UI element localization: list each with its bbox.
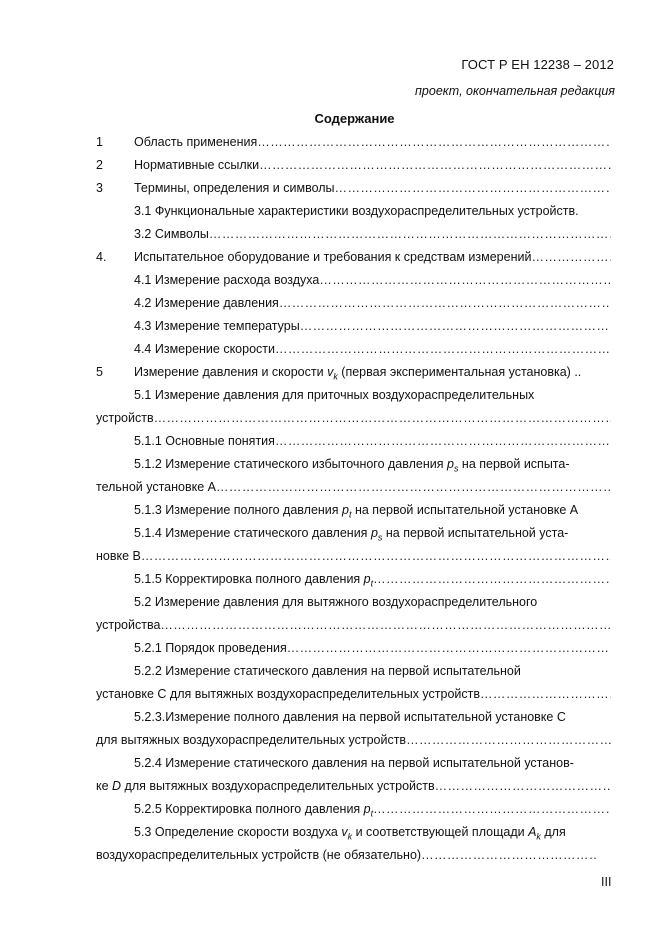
toc-text: Испытательное оборудование и требования к средствам измерений: [134, 250, 532, 264]
toc-entry-4[interactable]: [96, 249, 611, 265]
toc-entry-5-2-4-cont[interactable]: [96, 778, 611, 794]
toc-entry-5-1-2[interactable]: [96, 456, 611, 472]
toc-text: 5.1.3 Измерение полного давления $p_t$ на первой испытательной установке А: [134, 503, 579, 518]
toc-entry-5-2-3-cont[interactable]: [96, 732, 611, 748]
toc-entry-5-1[interactable]: [96, 387, 611, 403]
toc-text: Термины, определения и символы: [134, 181, 335, 195]
toc-text: Область применения: [134, 135, 258, 149]
toc-leader: [141, 548, 611, 564]
toc-text: 5.2.3.Измерение полного давления на первой испытательной установке С: [134, 710, 566, 724]
toc-entry-5-2-1[interactable]: [96, 640, 611, 656]
toc-entry-5-2-4[interactable]: [96, 755, 611, 771]
toc-entry-5-2-5[interactable]: [96, 801, 611, 817]
toc-entry-5-1-5[interactable]: [96, 571, 611, 587]
toc-entry-5-2-cont[interactable]: [96, 617, 611, 633]
toc-text: 5.2.5 Корректировка полного давления $p_t$: [134, 802, 374, 817]
toc-leader: [373, 571, 611, 587]
toc-text: 5.2.2 Измерение статического давления на первой испытательной: [134, 664, 521, 678]
toc-entry-5-1-cont[interactable]: [96, 410, 611, 426]
toc-number: 1: [96, 135, 103, 149]
toc-entry-2[interactable]: [96, 157, 611, 173]
toc-entry-5-1-4[interactable]: [96, 525, 611, 541]
toc-leader: [209, 226, 611, 242]
toc-entry-5-2-2[interactable]: [96, 663, 611, 679]
toc-leader: [279, 295, 611, 311]
toc-entry-5-1-3[interactable]: [96, 502, 611, 518]
toc-entry-4-2[interactable]: [96, 295, 611, 311]
toc-leader: [373, 801, 611, 817]
toc-text: устройств: [96, 411, 154, 425]
toc-entry-1[interactable]: [96, 134, 611, 150]
toc-entry-5-3-cont[interactable]: [96, 847, 596, 863]
toc-text: 5.1.1 Основные понятия: [134, 434, 275, 448]
toc-text: 4.2 Измерение давления: [134, 296, 279, 310]
toc-text: ке D для вытяжных воздухораспределительных устройств: [96, 779, 435, 793]
toc-title: Содержание: [314, 111, 395, 126]
toc-entry-5[interactable]: [96, 364, 611, 380]
toc-text: установке С для вытяжных воздухораспределительных устройств: [96, 687, 481, 701]
toc-text: 3.2 Символы: [134, 227, 209, 241]
toc-leader: [257, 134, 611, 150]
toc-text: Измерение давления и скорости $v_k$ (первая экспериментальная установка) ..: [134, 365, 582, 380]
toc-text: 5.1.5 Корректировка полного давления $p_t$: [134, 572, 374, 587]
toc-text: 5.1.2 Измерение статического избыточного давления $p_s$ на первой испыта-: [134, 457, 570, 472]
toc-entry-5-3[interactable]: [96, 824, 611, 840]
toc-entry-5-1-4-cont[interactable]: [96, 548, 611, 564]
toc-leader: [259, 157, 611, 173]
toc-entry-5-1-2-cont[interactable]: [96, 479, 611, 495]
toc-entry-3[interactable]: [96, 180, 611, 196]
toc-entry-3-2[interactable]: [96, 226, 611, 242]
toc-leader: [300, 318, 611, 334]
toc-text: 4.4 Измерение скорости: [134, 342, 275, 356]
draft-status: проект, окончательная редакция: [415, 84, 615, 98]
toc-leader: [216, 479, 611, 495]
toc-text: 4.3 Измерение температуры: [134, 319, 300, 333]
toc-text: тельной установке А: [96, 480, 217, 494]
toc-entry-4-3[interactable]: [96, 318, 611, 334]
toc-leader: [275, 341, 611, 357]
toc-entry-5-2-2-cont[interactable]: [96, 686, 611, 702]
toc-text: устройства: [96, 618, 161, 632]
toc-leader: [275, 433, 611, 449]
toc-leader: [335, 180, 611, 196]
toc-text: 5.1.4 Измерение статического давления $p_s$ на первой испытательной уста-: [134, 526, 569, 541]
toc-leader: [154, 410, 611, 426]
toc-text: для вытяжных воздухораспределительных устройств: [96, 733, 407, 747]
toc-number: 4.: [96, 250, 107, 264]
toc-text: воздухораспределительных устройств (не обязательно): [96, 848, 422, 862]
toc-leader: [319, 272, 611, 288]
toc-number: 5: [96, 365, 103, 379]
toc-leader: [287, 640, 611, 656]
toc-text: 5.3 Определение скорости воздуха $v_k$ и соответствующей площади $A_k$ для: [134, 825, 566, 840]
toc-number: 3: [96, 181, 103, 195]
toc-leader: [406, 732, 611, 748]
toc-text: 5.1 Измерение давления для приточных воздухораспределительных: [134, 388, 535, 402]
toc-leader: [531, 249, 611, 265]
toc-text: 5.2.1 Порядок проведения: [134, 641, 287, 655]
toc-entry-4-1[interactable]: [96, 272, 611, 288]
toc-text: Нормативные ссылки: [134, 158, 260, 172]
toc-text: 3.1 Функциональные характеристики воздухораспределительных устройств.: [134, 204, 579, 218]
symbol: v: [327, 365, 334, 379]
page-number: III: [601, 875, 612, 889]
toc-leader: [160, 617, 611, 633]
toc-entry-5-2[interactable]: [96, 594, 611, 610]
toc-leader: [435, 778, 611, 794]
standard-designation: ГОСТ Р ЕН 12238 – 2012: [461, 57, 614, 72]
toc-number: 2: [96, 158, 103, 172]
toc-text: новке В: [96, 549, 141, 563]
toc-entry-3-1[interactable]: [96, 203, 611, 219]
toc-text: 5.2.4 Измерение статического давления на первой испытательной установ-: [134, 756, 574, 770]
toc-leader: [480, 686, 611, 702]
toc-entry-5-1-1[interactable]: [96, 433, 611, 449]
toc-leader: [421, 847, 596, 863]
toc-entry-4-4[interactable]: [96, 341, 611, 357]
toc-text: 4.1 Измерение расхода воздуха: [134, 273, 320, 287]
toc-text: 5.2 Измерение давления для вытяжного воздухораспределительного: [134, 595, 538, 609]
toc-entry-5-2-3[interactable]: [96, 709, 611, 725]
